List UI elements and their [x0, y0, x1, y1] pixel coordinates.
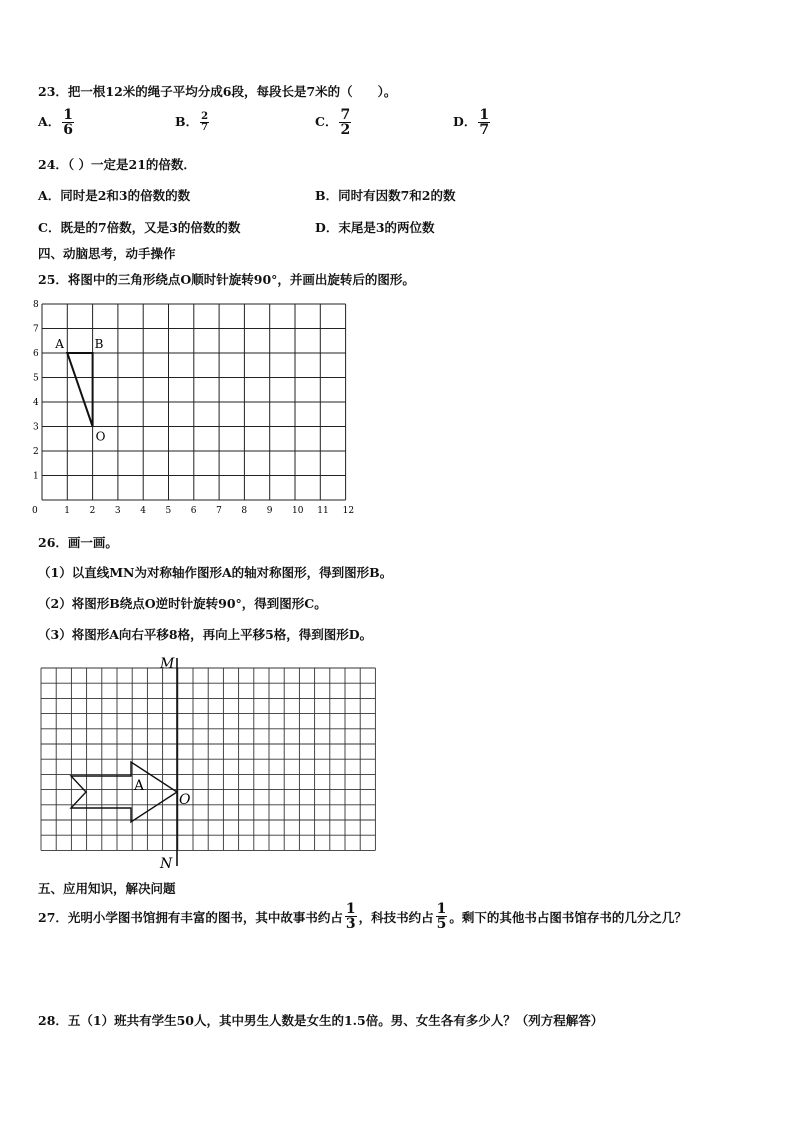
x-tick-label: 8 — [241, 506, 248, 516]
point-label-a: A — [55, 337, 64, 351]
grid-lines — [42, 304, 346, 500]
denominator: 7 — [201, 122, 209, 133]
label-n: N — [160, 856, 173, 872]
q24-option-a: A．同时是2和3的倍数的数 — [38, 188, 191, 203]
x-tick-label: 10 — [292, 506, 304, 516]
y-tick-label: 4 — [33, 398, 39, 408]
q24-option-d: D．末尾是3的两位数 — [315, 220, 435, 235]
x-tick-label: 7 — [216, 506, 222, 516]
x-tick-label: 11 — [317, 506, 329, 516]
q26-square-grid — [36, 652, 381, 874]
denominator: 5 — [436, 916, 447, 932]
x-tick-label: 6 — [190, 506, 197, 516]
x-tick-label: 1 — [64, 506, 71, 516]
label-point-o: O — [179, 792, 191, 808]
fraction — [200, 112, 209, 133]
x-tick-label: 5 — [165, 506, 172, 516]
denominator: 6 — [63, 122, 73, 138]
x-tick-labels — [32, 506, 354, 516]
q23-stem: 23．把一根12米的绳子平均分成6段，每段长是7米的（ ）。 — [38, 84, 397, 99]
option-label: D． — [453, 114, 477, 129]
q27-stem — [38, 902, 687, 931]
q28-stem: 28．五（1）班共有学生50人，其中男生人数是女生的1.5倍。男、女生各有多少人？（列方程解答） — [38, 1013, 604, 1028]
denominator: 2 — [340, 122, 351, 138]
x-tick-label: 12 — [342, 506, 355, 516]
q24-stem: 24．（ ）一定是21的倍数． — [38, 157, 196, 172]
numerator: 1 — [345, 901, 356, 917]
point-label-o: O — [95, 429, 106, 444]
y-tick-label: 7 — [33, 324, 39, 335]
q26-stem: 26．画一画。 — [38, 535, 118, 550]
x-tick-label: 4 — [140, 506, 146, 516]
triangle-abo — [67, 353, 92, 427]
x-tick-label: 2 — [89, 506, 96, 516]
y-tick-labels — [33, 300, 39, 482]
q23-option-c — [315, 108, 353, 137]
fraction-one-third — [345, 902, 357, 931]
q23-option-b — [175, 112, 211, 133]
fraction — [339, 108, 351, 137]
numerator: 1 — [479, 107, 490, 123]
numerator: 2 — [201, 111, 209, 122]
numerator: 1 — [436, 901, 447, 917]
numerator: 1 — [63, 107, 73, 123]
y-tick-label: 8 — [33, 300, 39, 310]
q26-part-1: （1）以直线MN为对称轴作图形A的轴对称图形，得到图形B。 — [38, 565, 393, 580]
q27-text-mid: ，科技书约占 — [358, 909, 434, 925]
y-tick-label: 6 — [33, 349, 39, 359]
q27-text-pre: 27．光明小学图书馆拥有丰富的图书，其中故事书约占 — [38, 909, 343, 925]
q25-stem: 25．将图中的三角形绕点O顺时针旋转90°，并画出旋转后的图形。 — [38, 272, 415, 287]
y-tick-label: 5 — [33, 373, 39, 384]
label-m: M — [160, 656, 175, 672]
denominator: 7 — [479, 122, 490, 138]
q26-part-3: （3）将图形A向右平移8格，再向上平移5格，得到图形D。 — [38, 627, 373, 642]
option-label: C． — [315, 114, 338, 129]
point-label-b: B — [94, 337, 104, 351]
grid-lines — [41, 668, 375, 850]
section-heading-5: 五、应用知识，解决问题 — [38, 881, 176, 896]
y-tick-label: 1 — [33, 471, 39, 482]
label-figure-a: A — [134, 778, 145, 794]
q27-text-post: 。剩下的其他书占图书馆存书的几分之几？ — [449, 909, 687, 925]
numerator: 7 — [340, 107, 351, 123]
q24-option-c: C．既是的7倍数，又是3的倍数的数 — [38, 220, 241, 235]
y-tick-label: 2 — [33, 447, 39, 457]
q24-option-b: B．同时有因数7和2的数 — [315, 188, 456, 203]
fraction — [62, 108, 74, 137]
section-heading-4: 四、动脑思考，动手操作 — [38, 246, 176, 261]
q23-option-d — [453, 108, 492, 137]
option-label: B． — [175, 114, 199, 129]
option-label: A． — [38, 114, 61, 129]
denominator: 3 — [345, 916, 356, 932]
x-tick-label: 9 — [266, 506, 273, 516]
q23-option-a — [38, 108, 76, 137]
q25-coordinate-grid — [30, 298, 365, 518]
fraction — [478, 108, 490, 137]
y-tick-label: 3 — [33, 422, 39, 433]
q26-part-2: （2）将图形B绕点O逆时针旋转90°，得到图形C。 — [38, 596, 327, 611]
fraction-one-fifth — [436, 902, 448, 931]
x-tick-label: 0 — [32, 506, 38, 516]
x-tick-label: 3 — [114, 506, 121, 516]
